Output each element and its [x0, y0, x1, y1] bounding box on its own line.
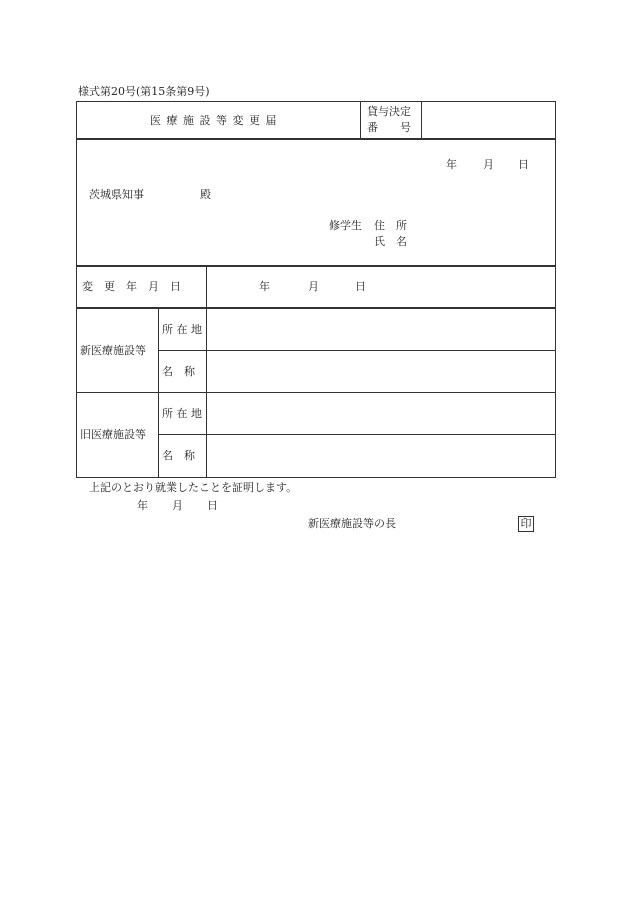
new-facility-row-divider: [158, 350, 556, 351]
old-facility-location-field[interactable]: [212, 398, 550, 428]
name-field[interactable]: [418, 233, 548, 249]
loan-number-field[interactable]: [428, 110, 548, 130]
old-facility-label-divider: [158, 392, 159, 478]
change-date-month: 月: [308, 280, 319, 293]
submission-date-month: 月: [483, 158, 494, 171]
old-facility-label: 旧医療施設等: [80, 428, 146, 441]
new-facility-location-field[interactable]: [212, 314, 550, 344]
change-date-day: 日: [355, 280, 366, 293]
old-facility-field-divider: [206, 392, 207, 478]
old-facility-name-label: 名 称: [162, 449, 195, 462]
submission-date-day: 日: [518, 158, 529, 171]
form-number: 様式第20号(第15条第9号): [78, 85, 210, 98]
new-facility-name-label: 名 称: [162, 365, 195, 378]
address-label: 住 所: [374, 219, 407, 232]
student-label: 修学生: [329, 219, 362, 232]
loan-number-label-line2: 番 号: [367, 121, 411, 134]
new-facility-location-label: 所 在 地: [162, 323, 202, 336]
certification-date-year: 年: [137, 499, 148, 512]
honorific: 殿: [200, 188, 211, 201]
change-date-label: 変 更 年 月 日: [82, 280, 181, 293]
old-facility-location-label: 所 在 地: [162, 407, 202, 420]
certification-text: 上記のとおり就業したことを証明します。: [89, 481, 298, 494]
new-facility-name-field[interactable]: [212, 356, 550, 386]
loan-number-label-line1: 貸与決定: [367, 105, 411, 118]
old-facility-row-divider: [158, 434, 556, 435]
addressee: 茨城県知事: [89, 188, 144, 201]
change-date-divider: [206, 266, 207, 308]
certification-date-month: 月: [172, 499, 183, 512]
change-date-year: 年: [259, 280, 270, 293]
seal-mark: 印: [518, 516, 534, 532]
address-field[interactable]: [418, 216, 548, 232]
name-label: 氏 名: [374, 235, 407, 248]
facility-head-label: 新医療施設等の長: [308, 517, 396, 530]
loan-number-divider: [421, 101, 422, 139]
new-facility-label: 新医療施設等: [80, 344, 146, 357]
old-facility-name-field[interactable]: [212, 440, 550, 470]
submission-date-year: 年: [446, 158, 457, 171]
certification-date-day: 日: [207, 499, 218, 512]
title-divider: [360, 101, 361, 139]
form-title: 医 療 施 設 等 変 更 届: [150, 114, 278, 127]
